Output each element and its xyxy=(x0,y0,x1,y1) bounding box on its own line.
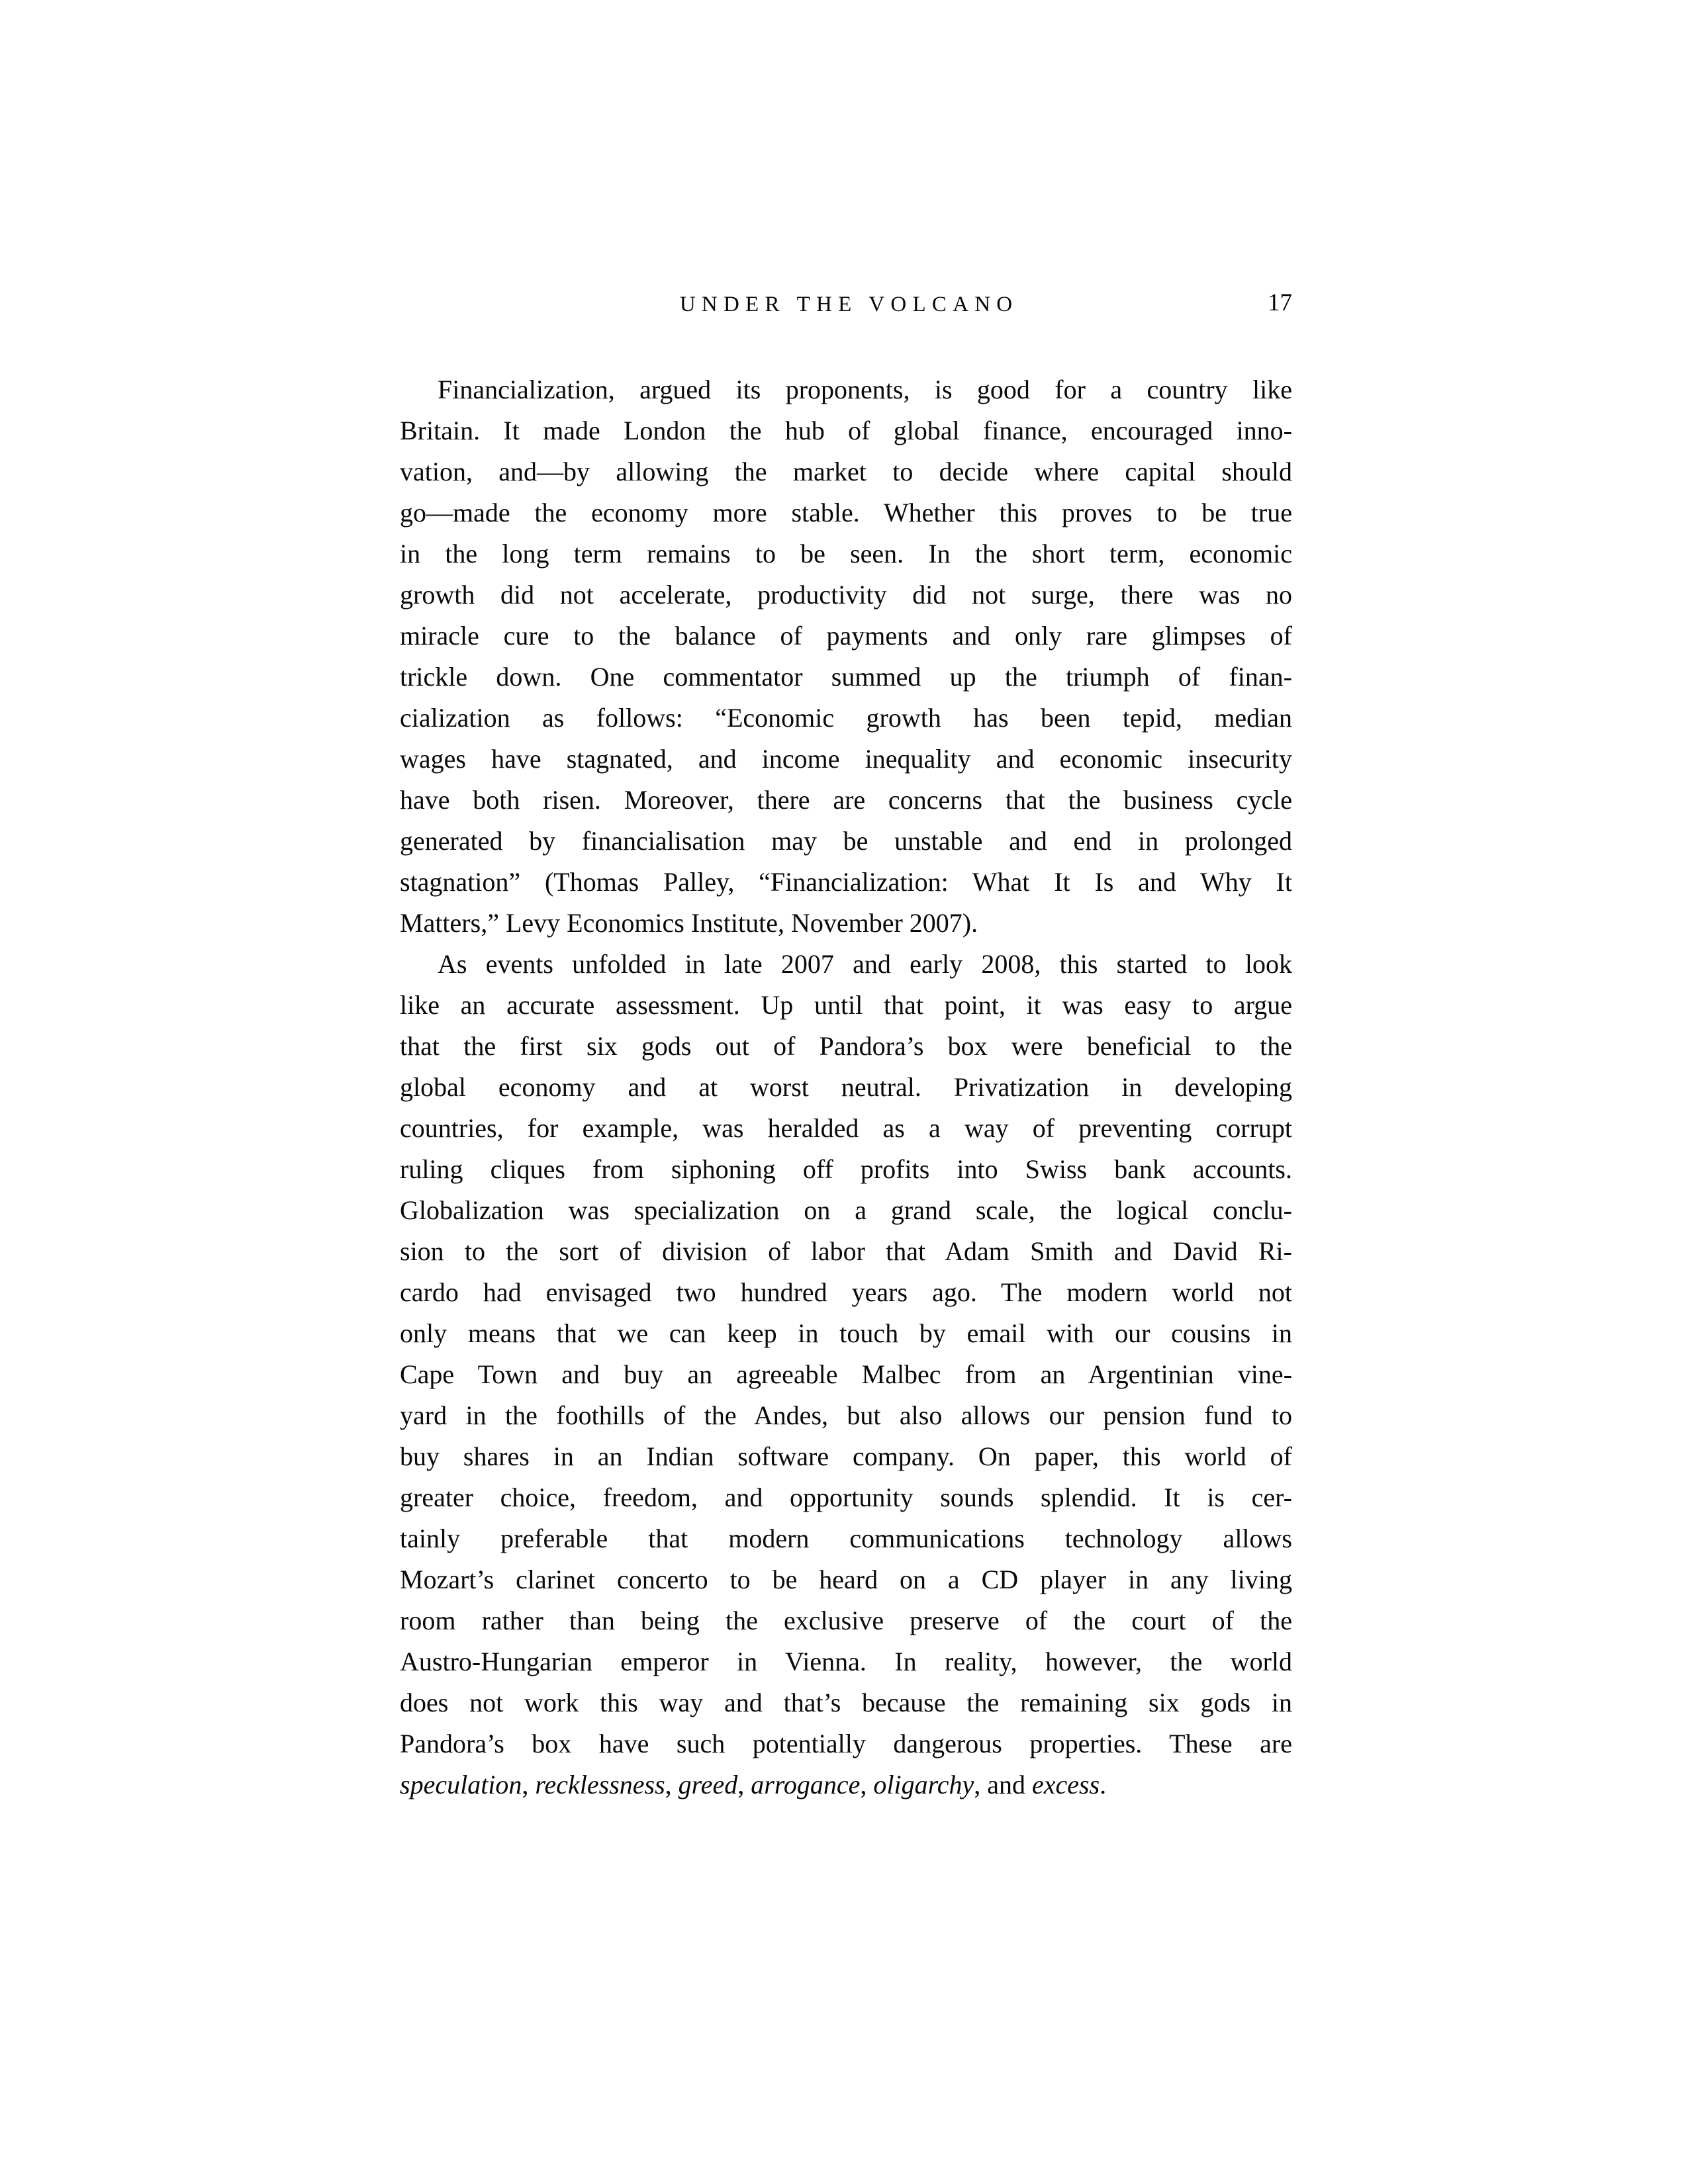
italic-term: recklessness xyxy=(535,1770,665,1799)
body-line: buy shares in an Indian software company. On paper, this world of xyxy=(400,1441,1292,1471)
body-line: room rather than being the exclusive preserve of the court of the xyxy=(400,1606,1292,1635)
body-line: Britain. It made London the hub of global finance, encouraged inno- xyxy=(400,416,1292,445)
italic-term: greed xyxy=(678,1770,738,1799)
body-line: Cape Town and buy an agreeable Malbec from an Argentinian vine- xyxy=(400,1359,1292,1389)
body-line: in the long term remains to be seen. In the short term, economic xyxy=(400,539,1292,569)
body-line: stagnation” (Thomas Palley, “Financialization: What It Is and Why It xyxy=(400,867,1292,897)
body-line: go—made the economy more stable. Whether this proves to be true xyxy=(400,498,1292,527)
body-line: generated by financialisation may be unstable and end in prolonged xyxy=(400,826,1292,856)
body-line: vation, and—by allowing the market to decide where capital should xyxy=(400,457,1292,486)
running-head: UNDER THE VOLCANO xyxy=(679,293,1019,316)
body-line: wages have stagnated, and income inequality and economic insecurity xyxy=(400,744,1292,774)
body-line: As events unfolded in late 2007 and early 2008, this started to look xyxy=(438,949,1292,979)
body-line: global economy and at worst neutral. Privatization in developing xyxy=(400,1072,1292,1102)
body-line: like an accurate assessment. Up until that point, it was easy to argue xyxy=(400,990,1292,1020)
body-line: speculation, recklessness, greed, arrogance, oligarchy, and excess. xyxy=(400,1770,1107,1799)
body-line: Financialization, argued its proponents, is good for a country like xyxy=(438,375,1292,404)
body-line: Mozart’s clarinet concerto to be heard on a CD player in any living xyxy=(400,1565,1292,1594)
italic-term: speculation xyxy=(400,1770,522,1799)
body-line: Globalization was specialization on a grand scale, the logical conclu- xyxy=(400,1195,1292,1225)
body-line: that the first six gods out of Pandora’s box were beneficial to the xyxy=(400,1031,1292,1061)
body-line: Pandora’s box have such potentially dangerous properties. These are xyxy=(400,1729,1292,1758)
italic-term: oligarchy xyxy=(873,1770,974,1799)
body-line: cialization as follows: “Economic growth has been tepid, median xyxy=(400,703,1292,733)
body-line: countries, for example, was heralded as a way of preventing corrupt xyxy=(400,1113,1292,1143)
body-text xyxy=(400,369,1292,1805)
page-number: 17 xyxy=(1268,289,1292,316)
body-line: Austro-Hungarian emperor in Vienna. In reality, however, the world xyxy=(400,1647,1292,1676)
body-line: greater choice, freedom, and opportunity sounds splendid. It is cer- xyxy=(400,1482,1292,1512)
body-line: yard in the foothills of the Andes, but also allows our pension fund to xyxy=(400,1400,1292,1430)
body-line: miracle cure to the balance of payments and only rare glimpses of xyxy=(400,621,1292,651)
body-line: tainly preferable that modern communications technology allows xyxy=(400,1524,1292,1553)
body-line: ruling cliques from siphoning off profits into Swiss bank accounts. xyxy=(400,1154,1292,1184)
body-line: only means that we can keep in touch by email with our cousins in xyxy=(400,1318,1292,1348)
body-line: trickle down. One commentator summed up the triumph of finan- xyxy=(400,662,1292,692)
body-line: Matters,” Levy Economics Institute, November 2007). xyxy=(400,908,978,938)
body-line: have both risen. Moreover, there are concerns that the business cycle xyxy=(400,785,1292,815)
body-line: sion to the sort of division of labor that Adam Smith and David Ri- xyxy=(400,1236,1292,1266)
italic-term: arrogance xyxy=(751,1770,861,1799)
body-line: does not work this way and that’s because the remaining six gods in xyxy=(400,1688,1292,1717)
italic-term: excess xyxy=(1032,1770,1100,1799)
body-line: cardo had envisaged two hundred years ago. The modern world not xyxy=(400,1277,1292,1307)
body-line: growth did not accelerate, productivity did not surge, there was no xyxy=(400,580,1292,610)
